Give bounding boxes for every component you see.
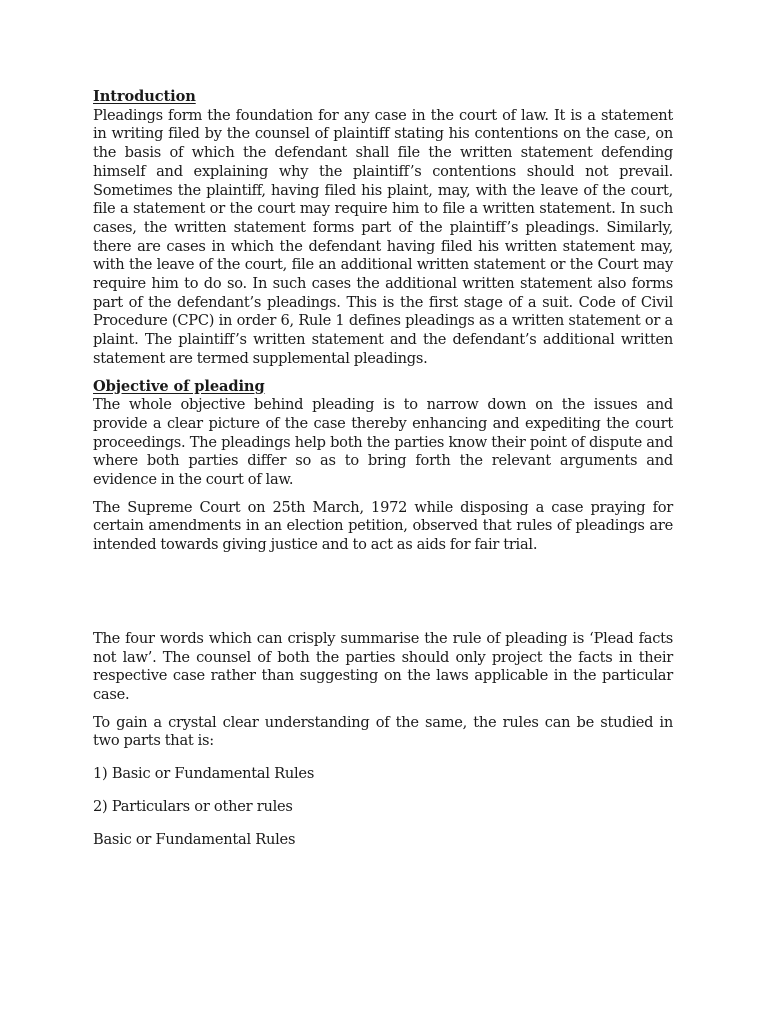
rules-list-item-2: 2) Particulars or other rules xyxy=(93,797,293,815)
spacer xyxy=(93,705,673,714)
introduction-heading: Introduction xyxy=(93,88,196,105)
objective-paragraph: The whole objective behind pleading is to narrow down on the issues and provide a clear picture of the case thereby enhancing and expediting the court proceedings. The pleadings help both the parties know their point of dispute and where both parties differ so as to bring forth the relevant arguments and evidence in the court of law. xyxy=(93,396,673,489)
rules-list-item-1: 1) Basic or Fundamental Rules xyxy=(93,765,315,783)
rules-intro-paragraph: To gain a crystal clear understanding of the same, the rules can be studied in two parts that is: xyxy=(93,713,673,750)
spacer xyxy=(93,817,673,831)
blank-space xyxy=(93,555,673,630)
objective-heading: Objective of pleading xyxy=(93,377,265,395)
supreme-court-paragraph: The Supreme Court on 25th March, 1972 while disposing a case praying for certain amendments in an election petition, observed that rules of pleadings are intended towards giving justice and to act as aids for fair trial. xyxy=(93,498,673,554)
basic-rules-subheading: Basic or Fundamental Rules xyxy=(93,830,296,848)
four-words-paragraph: The four words which can crisply summarise the rule of pleading is ‘Plead facts not law’. The counsel of both the parties should only project the facts in their respective case rather than suggesting on the laws applicable in the particular case. xyxy=(93,629,673,703)
spacer xyxy=(93,751,673,765)
spacer xyxy=(93,490,673,499)
spacer xyxy=(93,784,673,798)
introduction-paragraph: Pleadings form the foundation for any case in the court of law. It is a statement in writing filed by the counsel of plaintiff stating his contentions on the case, on the basis of which the defendant shall file the written statement defending himself and explaining why the plaintiff’s contentions should not prevail. Sometimes the plaintiff, having filed his plaint, may, with the leave of the court, file a statement or the court may require him to file a written statement. In such cases, the written statement forms part of the plaintiff’s pleadings. Similarly, there are cases in which the defendant having filed his written statement may, with the leave of the court, file an additional written statement or the Court may require him to do so. In such cases the additional written statement also forms part of the defendant’s pleadings. This is the first stage of a suit. Code of Civil Procedure (CPC) in order 6, Rule 1 defines pleadings as a written statement or a plaint. The plaintiff’s written statement and the defendant’s additional written statement are termed supplemental pleadings. xyxy=(93,106,673,367)
document-page xyxy=(93,88,673,849)
spacer xyxy=(93,369,673,378)
